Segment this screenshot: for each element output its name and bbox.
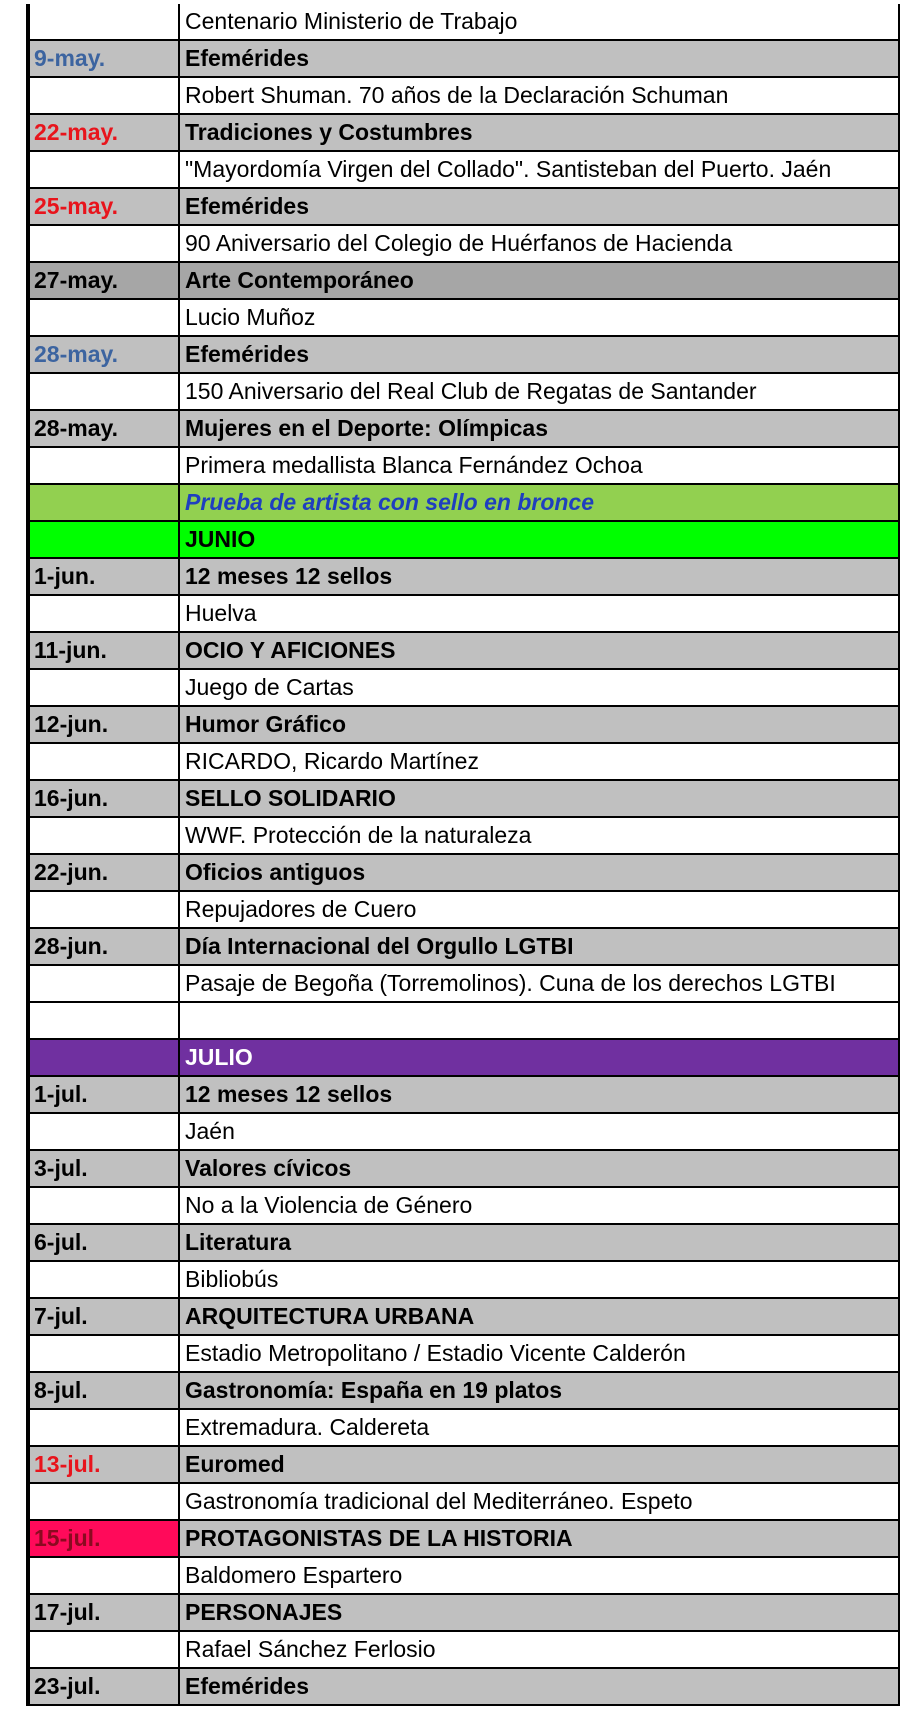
spacer-row [30,1003,900,1040]
description-cell: Pasaje de Begoña (Torremolinos). Cuna de los derechos LGTBI [180,966,900,1001]
issue-title-row [30,818,900,855]
date-cell: 3-jul. [30,1151,180,1186]
date-cell: 22-may. [30,115,180,150]
category-row [30,1669,900,1706]
category-cell: 12 meses 12 sellos [180,559,900,594]
date-cell: 13-jul. [30,1447,180,1482]
category-row [30,1373,900,1410]
issue-title-row [30,448,900,485]
category-cell: Efemérides [180,41,900,76]
date-cell [30,522,180,557]
category-cell: Valores cívicos [180,1151,900,1186]
description-cell: RICARDO, Ricardo Martínez [180,744,900,779]
date-cell: 17-jul. [30,1595,180,1630]
category-cell: Euromed [180,1447,900,1482]
issue-title-row [30,670,900,707]
category-cell: PERSONAJES [180,1595,900,1630]
issue-title-row [30,596,900,633]
description-cell: No a la Violencia de Género [180,1188,900,1223]
category-cell: PROTAGONISTAS DE LA HISTORIA [180,1521,900,1556]
category-row [30,337,900,374]
issue-title-row [30,374,900,411]
issue-title-row [30,1262,900,1299]
category-row [30,189,900,226]
date-cell: 1-jul. [30,1077,180,1112]
issue-title-row [30,1632,900,1669]
description-cell: WWF. Protección de la naturaleza [180,818,900,853]
category-row [30,115,900,152]
date-cell: 8-jul. [30,1373,180,1408]
date-cell [30,744,180,779]
description-cell: 90 Aniversario del Colegio de Huérfanos de Hacienda [180,226,900,261]
date-cell: 6-jul. [30,1225,180,1260]
date-cell [30,596,180,631]
date-cell [30,670,180,705]
date-cell [30,818,180,853]
description-cell: Juego de Cartas [180,670,900,705]
month-header-row [30,1040,900,1077]
issue-title-row [30,4,900,41]
description-cell: Huelva [180,596,900,631]
date-cell [30,152,180,187]
category-row [30,411,900,448]
date-cell: 9-may. [30,41,180,76]
stamp-calendar-table [26,4,900,1706]
category-cell: Tradiciones y Costumbres [180,115,900,150]
category-cell: 12 meses 12 sellos [180,1077,900,1112]
description-cell: Extremadura. Caldereta [180,1410,900,1445]
issue-title-row [30,892,900,929]
date-cell: 7-jul. [30,1299,180,1334]
date-cell: 28-may. [30,411,180,446]
date-cell: 16-jun. [30,781,180,816]
category-row [30,781,900,818]
category-cell: Oficios antiguos [180,855,900,890]
issue-title-row [30,1336,900,1373]
category-row [30,1521,900,1558]
date-cell [30,892,180,927]
date-cell: 22-jun. [30,855,180,890]
category-cell: Día Internacional del Orgullo LGTBI [180,929,900,964]
date-cell [30,1336,180,1371]
issue-title-row [30,78,900,115]
category-row [30,929,900,966]
date-cell [30,374,180,409]
date-cell [30,1003,180,1038]
description-cell: Bibliobús [180,1262,900,1297]
date-cell: 15-jul. [30,1521,180,1556]
description-cell [180,1003,900,1038]
category-cell: OCIO Y AFICIONES [180,633,900,668]
issue-title-row [30,1188,900,1225]
date-cell [30,1558,180,1593]
issue-title-row [30,744,900,781]
category-row [30,1077,900,1114]
category-row [30,1595,900,1632]
date-cell: 23-jul. [30,1669,180,1704]
issue-title-row [30,1484,900,1521]
date-cell [30,78,180,113]
issue-title-row [30,1410,900,1447]
description-cell: JUNIO [180,522,900,557]
issue-title-row [30,152,900,189]
category-cell: Literatura [180,1225,900,1260]
category-cell: Efemérides [180,189,900,224]
date-cell [30,300,180,335]
category-row [30,1299,900,1336]
date-cell [30,1040,180,1075]
date-cell: 27-may. [30,263,180,298]
description-cell: Repujadores de Cuero [180,892,900,927]
category-row [30,633,900,670]
issue-title-row [30,226,900,263]
description-cell: 150 Aniversario del Real Club de Regatas de Santander [180,374,900,409]
date-cell [30,1188,180,1223]
category-row [30,559,900,596]
category-cell: ARQUITECTURA URBANA [180,1299,900,1334]
category-cell: Mujeres en el Deporte: Olímpicas [180,411,900,446]
description-cell: Jaén [180,1114,900,1149]
category-row [30,855,900,892]
date-cell: 12-jun. [30,707,180,742]
description-cell: Primera medallista Blanca Fernández Ochoa [180,448,900,483]
category-row [30,1447,900,1484]
date-cell [30,226,180,261]
description-cell: JULIO [180,1040,900,1075]
category-row [30,707,900,744]
description-cell: Prueba de artista con sello en bronce [180,485,900,520]
description-cell: "Mayordomía Virgen del Collado". Santisteban del Puerto. Jaén [180,152,900,187]
description-cell: Rafael Sánchez Ferlosio [180,1632,900,1667]
issue-title-row [30,1114,900,1151]
date-cell [30,1262,180,1297]
category-row [30,263,900,300]
category-row [30,41,900,78]
month-header-row [30,522,900,559]
date-cell [30,966,180,1001]
description-cell: Lucio Muñoz [180,300,900,335]
date-cell: 11-jun. [30,633,180,668]
note-row [30,485,900,522]
issue-title-row [30,966,900,1003]
description-cell: Gastronomía tradicional del Mediterráneo. Espeto [180,1484,900,1519]
date-cell [30,4,180,39]
date-cell [30,1114,180,1149]
category-cell: Efemérides [180,1669,900,1704]
category-cell: Efemérides [180,337,900,372]
description-cell: Baldomero Espartero [180,1558,900,1593]
date-cell: 28-jun. [30,929,180,964]
date-cell [30,1410,180,1445]
category-cell: Arte Contemporáneo [180,263,900,298]
date-cell [30,485,180,520]
category-cell: Gastronomía: España en 19 platos [180,1373,900,1408]
issue-title-row [30,300,900,337]
description-cell: Estadio Metropolitano / Estadio Vicente Calderón [180,1336,900,1371]
issue-title-row [30,1558,900,1595]
category-cell: Humor Gráfico [180,707,900,742]
date-cell [30,1632,180,1667]
category-row [30,1151,900,1188]
category-row [30,1225,900,1262]
date-cell: 25-may. [30,189,180,224]
date-cell: 28-may. [30,337,180,372]
date-cell [30,1484,180,1519]
description-cell: Centenario Ministerio de Trabajo [180,4,900,39]
description-cell: Robert Shuman. 70 años de la Declaración Schuman [180,78,900,113]
category-cell: SELLO SOLIDARIO [180,781,900,816]
date-cell [30,448,180,483]
date-cell: 1-jun. [30,559,180,594]
